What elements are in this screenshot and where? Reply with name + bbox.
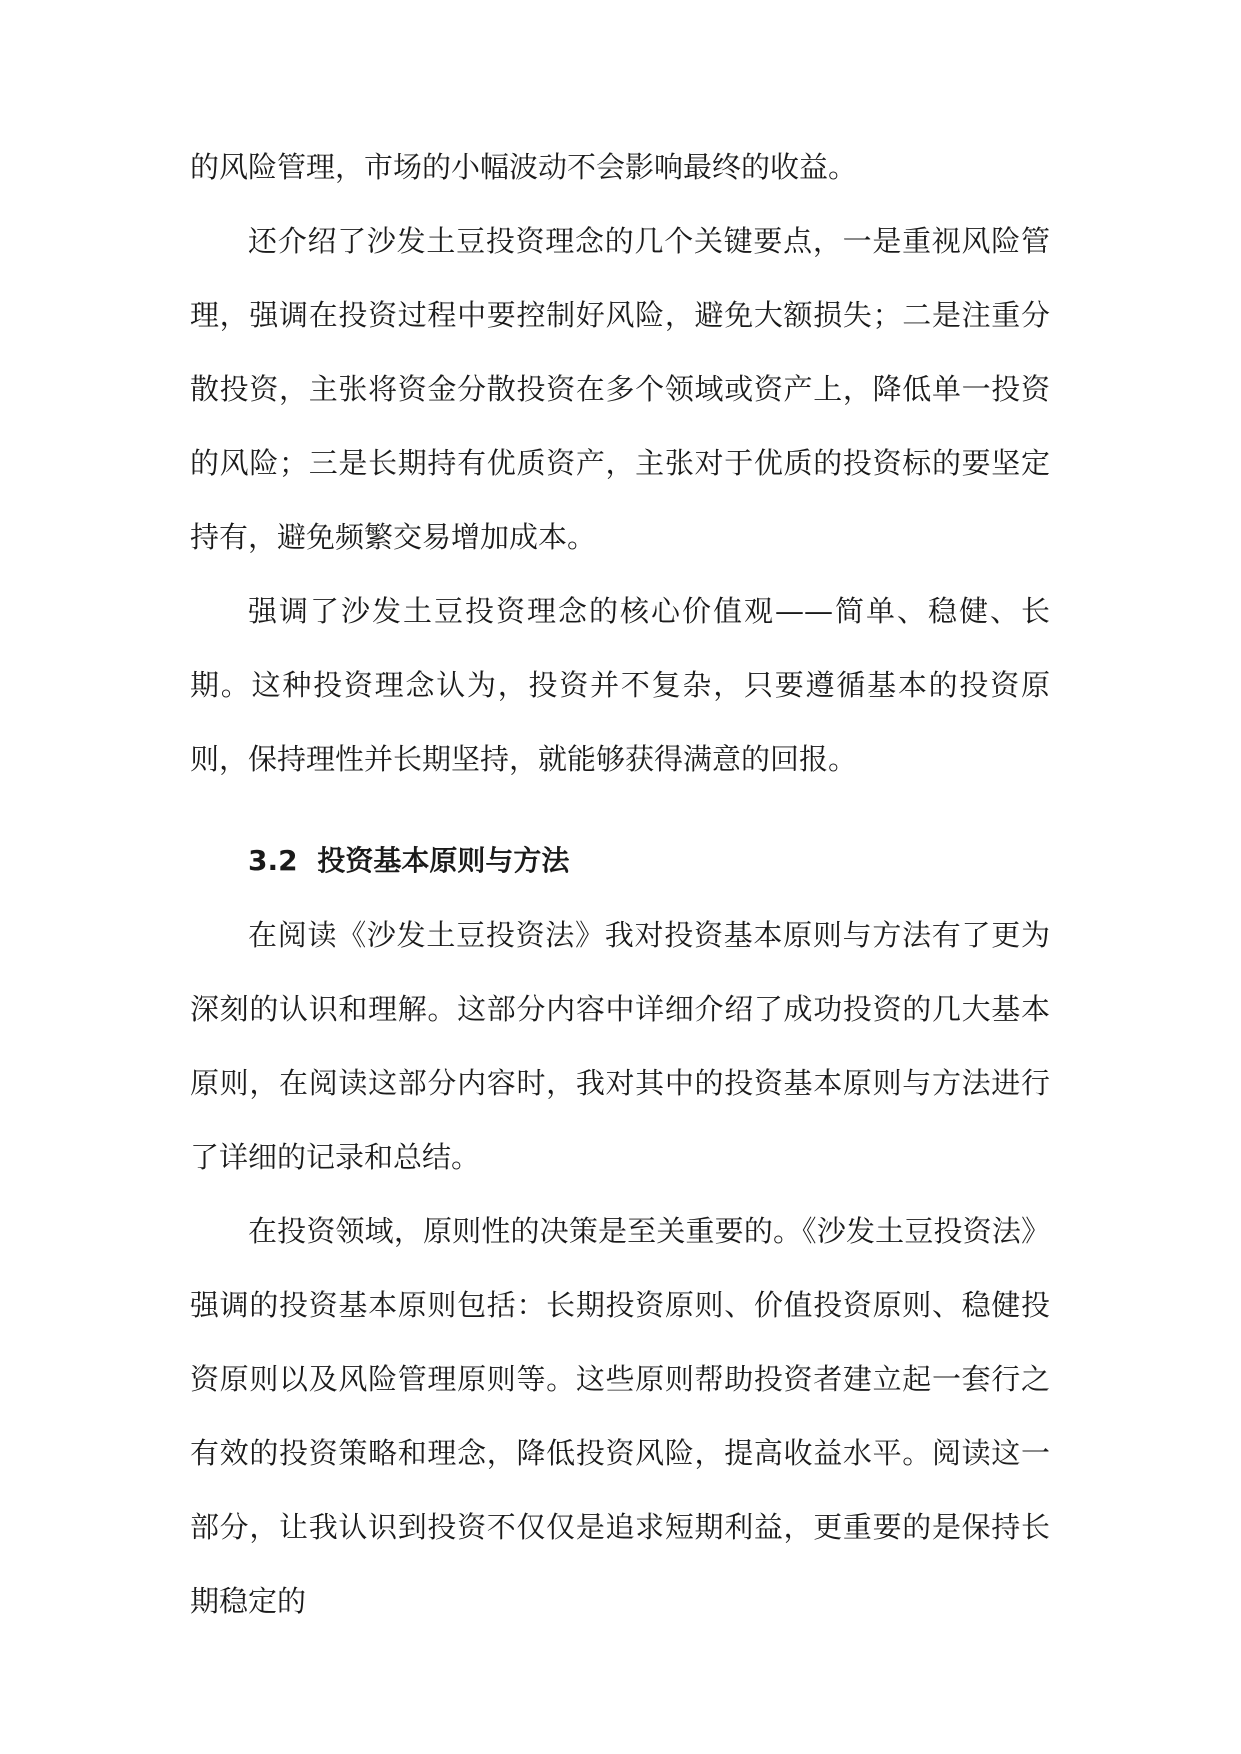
section-title: 投资基本原则与方法 bbox=[317, 844, 570, 877]
document-body bbox=[190, 130, 1050, 1638]
section-heading bbox=[190, 824, 1050, 898]
paragraph-key-points: 还介绍了沙发土豆投资理念的几个关键要点，一是重视风险管理，强调在投资过程中要控制好风险，避免大额损失；二是注重分散投资，主张将资金分散投资在多个领域或资产上，降低单一投资的风险；三是长期持有优质资产，主张对于优质的投资标的要坚定持有，避免频繁交易增加成本。 bbox=[190, 224, 1050, 554]
section-number: 3.2 bbox=[248, 844, 298, 877]
paragraph-core-values: 强调了沙发土豆投资理念的核心价值观——简单、稳健、长期。这种投资理念认为，投资并不复杂，只要遵循基本的投资原则，保持理性并长期坚持，就能够获得满意的回报。 bbox=[190, 594, 1050, 776]
continued-paragraph: 的风险管理，市场的小幅波动不会影响最终的收益。 bbox=[190, 150, 858, 184]
paragraph-reading-notes: 在阅读《沙发土豆投资法》我对投资基本原则与方法有了更为深刻的认识和理解。这部分内容中详细介绍了成功投资的几大基本原则，在阅读这部分内容时，我对其中的投资基本原则与方法进行了详细的记录和总结。 bbox=[190, 918, 1050, 1174]
paragraph-principles: 在投资领域，原则性的决策是至关重要的。《沙发土豆投资法》强调的投资基本原则包括：长期投资原则、价值投资原则、稳健投资原则以及风险管理原则等。这些原则帮助投资者建立起一套行之有效的投资策略和理念，降低投资风险，提高收益水平。阅读这一部分，让我认识到投资不仅仅是追求短期利益，更重要的是保持长期稳定的 bbox=[190, 1214, 1050, 1618]
